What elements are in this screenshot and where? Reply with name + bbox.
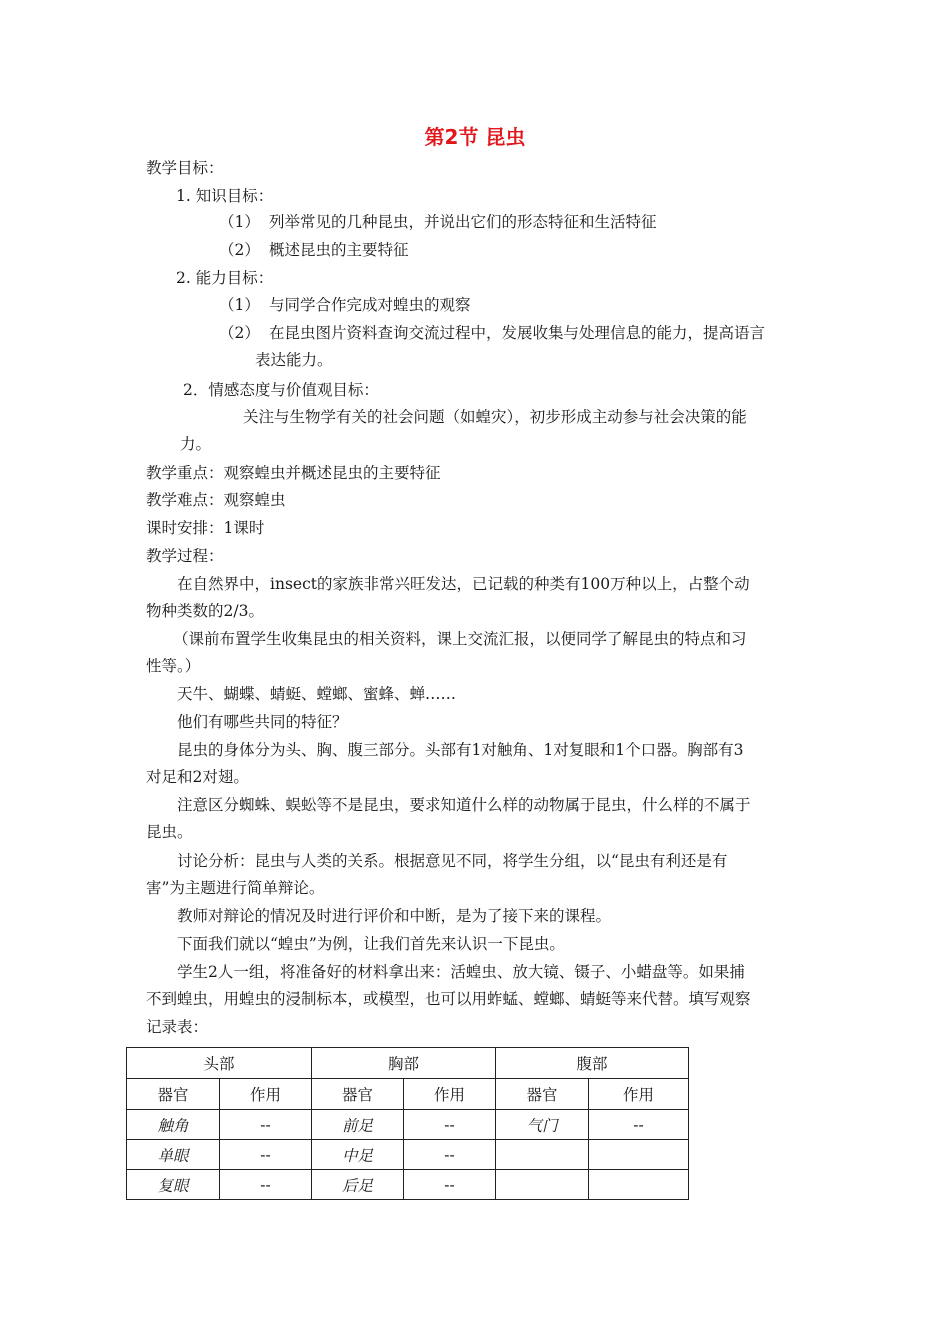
goals-heading: 教学目标：	[146, 159, 224, 177]
schedule: 课时安排：1课时	[146, 519, 265, 537]
paragraph-6-line-1: 注意区分蜘蛛、蜈蚣等不是昆虫，要求知道什么样的动物属于昆虫，什么样的不属于	[177, 796, 751, 814]
table-subheader: 作用	[220, 1079, 312, 1110]
table-cell: --	[220, 1140, 312, 1170]
paragraph-10-line-1: 学生2人一组，将准备好的材料拿出来：活蝗虫、放大镜、镊子、小蜡盘等。如果捕	[177, 963, 745, 981]
paragraph-6-line-2: 昆虫。	[146, 823, 193, 841]
paragraph-2-line-2: 性等。）	[146, 657, 201, 675]
paragraph-5-line-1: 昆虫的身体分为头、胸、腹三部分。头部有1对触角、1对复眼和1个口器。胸部有3	[177, 741, 744, 759]
table-group-header: 胸部	[312, 1048, 496, 1079]
table-cell: 触角	[127, 1110, 220, 1140]
table-cell: --	[220, 1110, 312, 1140]
process-heading: 教学过程：	[146, 547, 224, 565]
paragraph-10-line-2: 不到蝗虫，用蝗虫的浸制标本，或模型，也可以用蚱蜢、螳螂、蜻蜓等来代替。填写观察	[146, 990, 751, 1008]
table-cell: 单眼	[127, 1140, 220, 1170]
table-cell: --	[404, 1110, 496, 1140]
paragraph-4: 他们有哪些共同的特征？	[177, 713, 348, 731]
table-cell: 气门	[496, 1110, 589, 1140]
knowledge-item-1-text: 列举常见的几种昆虫，并说出它们的形态特征和生活特征	[269, 213, 657, 231]
table-subheader-row	[127, 1079, 689, 1110]
difficulty: 教学难点：观察蝗虫	[146, 491, 286, 509]
table-cell	[496, 1170, 589, 1200]
table-group-header-row	[127, 1048, 689, 1079]
table-cell: --	[589, 1110, 689, 1140]
ability-heading: 2. 能力目标：	[176, 269, 274, 287]
ability-item-1-num: （1）	[219, 296, 260, 314]
key-point: 教学重点：观察蝗虫并概述昆虫的主要特征	[146, 464, 441, 482]
table-subheader: 器官	[312, 1079, 404, 1110]
ability-item-2-num: （2）	[219, 324, 260, 342]
observation-table	[126, 1047, 689, 1200]
knowledge-item-1-num: （1）	[219, 213, 260, 231]
emotion-heading: 2．情感态度与价值观目标：	[183, 381, 379, 399]
table-cell	[496, 1140, 589, 1170]
table-cell	[589, 1140, 689, 1170]
paragraph-1-line-1: 在自然界中，insect的家族非常兴旺发达，已记载的种类有100万种以上，占整个动	[177, 575, 750, 593]
table-cell: 前足	[312, 1110, 404, 1140]
paragraph-3: 天牛、蝴蝶、蜻蜓、螳螂、蜜蜂、蝉……	[177, 685, 457, 703]
table-group-header: 腹部	[496, 1048, 689, 1079]
knowledge-item-2-num: （2）	[219, 241, 260, 259]
table-cell: --	[220, 1170, 312, 1200]
ability-item-2-text-cont: 表达能力。	[255, 351, 333, 369]
table-subheader: 作用	[404, 1079, 496, 1110]
table-row	[127, 1170, 689, 1200]
paragraph-10-line-3: 记录表：	[146, 1018, 209, 1036]
table-cell: 复眼	[127, 1170, 220, 1200]
page-title: 第2节 昆虫	[424, 125, 526, 149]
paragraph-7-line-1: 讨论分析：昆虫与人类的关系。根据意见不同，将学生分组，以“昆虫有利还是有	[177, 852, 728, 870]
table-cell: --	[404, 1170, 496, 1200]
knowledge-heading: 1. 知识目标：	[176, 187, 274, 205]
table-group-header: 头部	[127, 1048, 312, 1079]
paragraph-9: 下面我们就以“蝗虫”为例，让我们首先来认识一下昆虫。	[177, 935, 565, 953]
table-subheader: 器官	[496, 1079, 589, 1110]
emotion-line-2: 力。	[180, 435, 212, 453]
paragraph-5-line-2: 对足和2对翅。	[146, 768, 249, 786]
table-cell: --	[404, 1140, 496, 1170]
ability-item-1-text: 与同学合作完成对蝗虫的观察	[269, 296, 471, 314]
paragraph-7-line-2: 害”为主题进行简单辩论。	[146, 879, 325, 897]
table-subheader: 作用	[589, 1079, 689, 1110]
knowledge-item-2-text: 概述昆虫的主要特征	[269, 241, 409, 259]
emotion-line-1: 关注与生物学有关的社会问题（如蝗灾），初步形成主动参与社会决策的能	[243, 408, 747, 426]
table-cell: 中足	[312, 1140, 404, 1170]
table-cell: 后足	[312, 1170, 404, 1200]
paragraph-1-line-2: 物种类数的2/3。	[146, 602, 264, 620]
ability-item-2-text: 在昆虫图片资料查询交流过程中，发展收集与处理信息的能力，提高语言	[269, 324, 766, 342]
table-row	[127, 1110, 689, 1140]
table-cell	[589, 1170, 689, 1200]
table-subheader: 器官	[127, 1079, 220, 1110]
paragraph-8: 教师对辩论的情况及时进行评价和中断，是为了接下来的课程。	[177, 907, 612, 925]
table-row	[127, 1140, 689, 1170]
paragraph-2-line-1: （课前布置学生收集昆虫的相关资料，课上交流汇报，以便同学了解昆虫的特点和习	[173, 630, 747, 648]
